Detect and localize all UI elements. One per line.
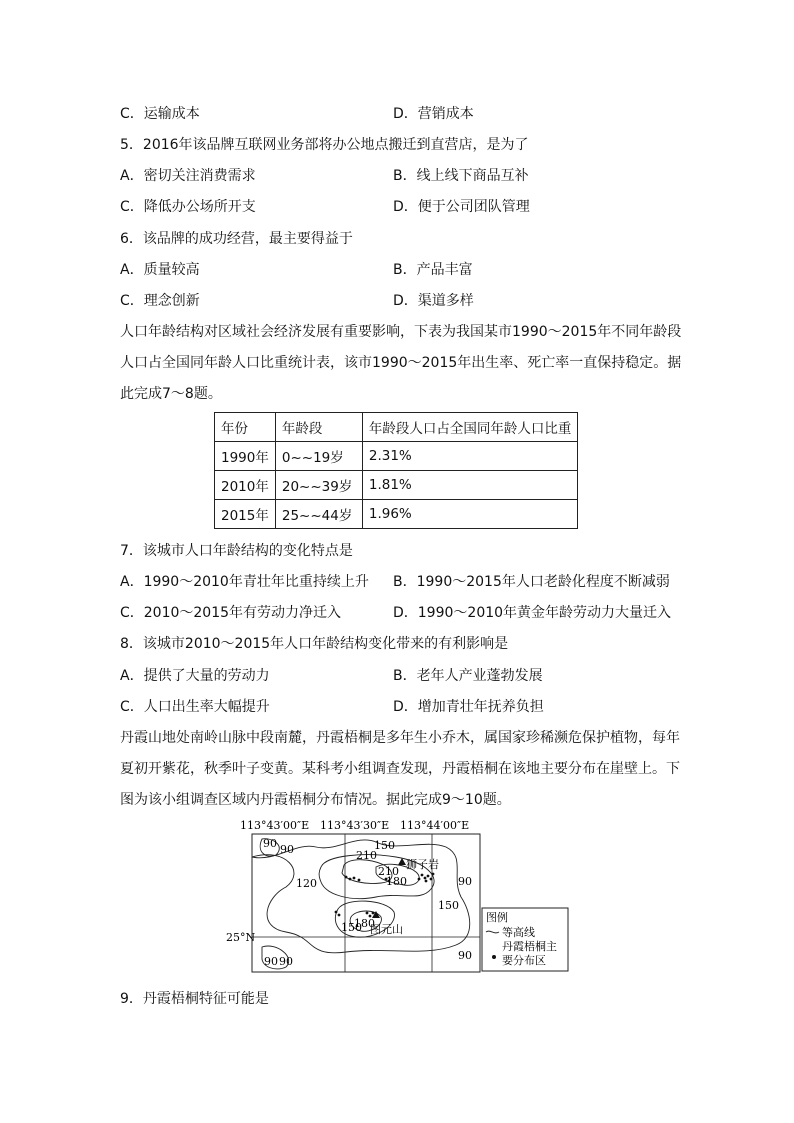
- contour-label: 150: [374, 839, 395, 852]
- q8-option-b: B．老年人产业蓬勃发展: [393, 668, 543, 684]
- contour-label: 180: [386, 875, 407, 888]
- lon-label-1: 113°43′00″E: [240, 819, 310, 832]
- contour-label: 150: [438, 899, 459, 912]
- contour-map: [226, 817, 576, 975]
- contour-label: 180: [354, 917, 375, 930]
- table-cell: 2015年: [215, 500, 276, 529]
- q6-stem: 6．该品牌的成功经营，最主要得益于: [120, 231, 353, 247]
- population-table: [214, 412, 578, 529]
- passage3-line1: 丹霞山地处南岭山脉中段南麓，丹霞梧桐是多年生小乔木，属国家珍稀濒危保护植物，每年: [120, 730, 680, 746]
- table-cell: 1.96%: [362, 500, 578, 529]
- contour-label: 90: [458, 875, 472, 888]
- contour-label: 90: [458, 949, 472, 962]
- lon-label-3: 113°44′00″E: [400, 819, 470, 832]
- contour-label: 90: [263, 837, 277, 850]
- passage3-line2: 夏初开紫花，秋季叶子变黄。某科考小组调查发现，丹霞梧桐在该地主要分布在崖壁上。下: [120, 761, 680, 777]
- q5-option-d: D．便于公司团队管理: [393, 199, 530, 215]
- q5-option-c: C．降低办公场所开支: [120, 199, 256, 215]
- q7-option-a: A．1990～2010年青壮年比重持续上升: [120, 574, 369, 590]
- contour-labels: [263, 837, 472, 968]
- contour-label: 90: [280, 843, 294, 856]
- q9-stem: 9．丹霞梧桐特征可能是: [120, 991, 269, 1007]
- passage2-line1: 人口年龄结构对区域社会经济发展有重要影响，下表为我国某市1990～2015年不同年龄段: [120, 324, 682, 340]
- table-header-year: 年份: [215, 413, 276, 442]
- contour-label: 90: [279, 955, 293, 968]
- table-header-age: 年龄段: [275, 413, 362, 442]
- q5-option-b: B．线上线下商品互补: [393, 168, 529, 184]
- q8-stem: 8．该城市2010～2015年人口年龄结构变化带来的有利影响是: [120, 636, 509, 652]
- q4-option-d: D．营销成本: [393, 106, 474, 122]
- table-header-row: [215, 413, 578, 442]
- q6-option-b: B．产品丰富: [393, 262, 473, 278]
- wutong-distribution-dots: [335, 873, 435, 918]
- table-cell: 1990年: [215, 442, 276, 471]
- contour-label: 210: [356, 849, 377, 862]
- passage2-line2: 人口占全国同年龄人口比重统计表，该市1990～2015年出生率、死亡率一直保持稳定。据: [120, 355, 682, 371]
- lon-label-2: 113°43′30″E: [320, 819, 390, 832]
- q8-option-c: C．人口出生率大幅提升: [120, 699, 270, 715]
- q7-option-b: B．1990～2015年人口老龄化程度不断减弱: [393, 574, 670, 590]
- table-cell: 0~~19岁: [275, 442, 362, 471]
- contour-label: 150: [341, 921, 362, 934]
- q5-stem: 5．2016年该品牌互联网业务部将办公地点搬迁到直营店，是为了: [120, 137, 529, 153]
- legend-contour-label: 等高线: [502, 926, 535, 939]
- contour-label: 120: [296, 877, 317, 890]
- q7-stem: 7．该城市人口年龄结构的变化特点是: [120, 543, 353, 559]
- passage2-line3: 此完成7～8题。: [120, 386, 222, 402]
- map-legend: [482, 908, 568, 971]
- distribution-dot-icon: [492, 955, 496, 959]
- q7-option-d: D．1990～2010年黄金年龄劳动力大量迁入: [393, 605, 672, 621]
- peak-label-shiziyan: 狮子岩: [406, 858, 439, 871]
- legend-title: 图例: [486, 911, 508, 924]
- table-cell: 25~~44岁: [275, 500, 362, 529]
- q8-option-d: D．增加青壮年抚养负担: [393, 699, 544, 715]
- q6-option-a: A．质量较高: [120, 262, 200, 278]
- q6-option-d: D．渠道多样: [393, 293, 474, 309]
- table-cell: 2010年: [215, 471, 276, 500]
- contour-label: 90: [264, 955, 278, 968]
- q8-option-a: A．提供了大量的劳动力: [120, 668, 270, 684]
- table-row: [215, 471, 578, 500]
- contour-label: 210: [378, 865, 399, 878]
- passage3-line3: 图为该小组调查区域内丹霞梧桐分布情况。据此完成9～10题。: [120, 792, 511, 808]
- table-row: [215, 500, 578, 529]
- q6-option-c: C．理念创新: [120, 293, 200, 309]
- table-cell: 1.81%: [362, 471, 578, 500]
- table-row: [215, 442, 578, 471]
- q4-option-c: C．运输成本: [120, 106, 200, 122]
- lat-label: 25°N: [226, 931, 256, 944]
- table-header-share: 年龄段人口占全国同年龄人口比重: [362, 413, 578, 442]
- q7-option-c: C．2010～2015年有劳动力净迁入: [120, 605, 342, 621]
- table-cell: 2.31%: [362, 442, 578, 471]
- q5-option-a: A．密切关注消费需求: [120, 168, 256, 184]
- legend-dot-label-1: 丹霞梧桐主: [502, 940, 557, 953]
- legend-dot-label-2: 要分布区: [502, 954, 546, 967]
- table-cell: 20~~39岁: [275, 471, 362, 500]
- peak-label-tuyuanshan: 图元山: [370, 923, 403, 936]
